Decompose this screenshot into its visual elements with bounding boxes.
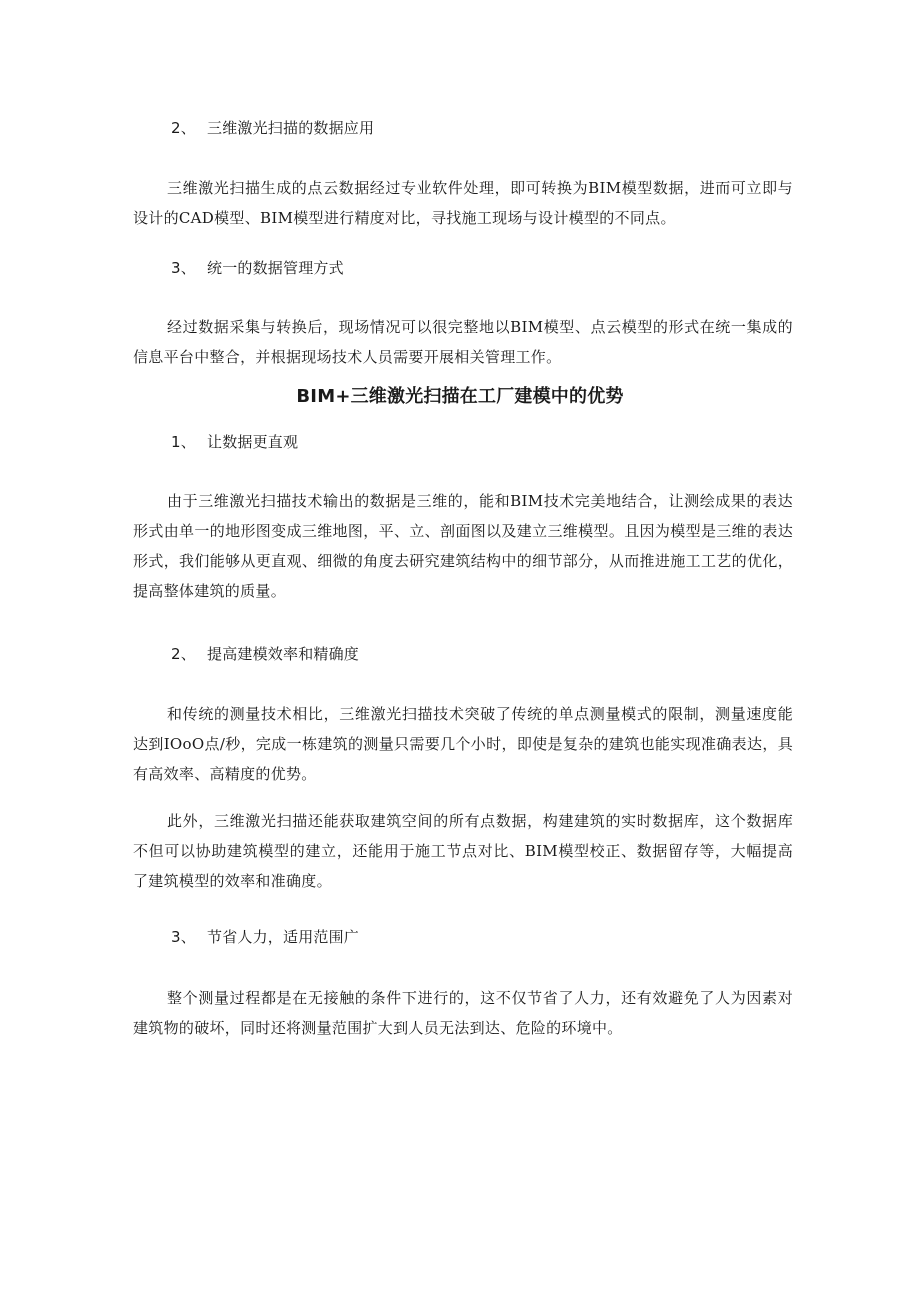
- heading-number: 3、: [171, 928, 196, 946]
- section-heading: [133, 432, 793, 452]
- heading-text: 三维激光扫描的数据应用: [207, 119, 375, 137]
- section-heading: [133, 258, 793, 278]
- heading-number: 3、: [171, 259, 196, 277]
- heading-text: 让数据更直观: [207, 433, 299, 451]
- heading-number: 2、: [171, 119, 196, 137]
- heading-text: 统一的数据管理方式: [207, 259, 344, 277]
- heading-number: 1、: [171, 433, 196, 451]
- section-heading: [133, 118, 793, 138]
- paragraph: 经过数据采集与转换后，现场情况可以很完整地以BIM模型、点云模型的形式在统一集成的信息平台中整合，并根据现场技术人员需要开展相关管理工作。: [133, 318, 793, 366]
- paragraph: 此外，三维激光扫描还能获取建筑空间的所有点数据，构建建筑的实时数据库，这个数据库不但可以协助建筑模型的建立，还能用于施工节点对比、BIM模型校正、数据留存等，大幅提高了建筑模型的效率和准确度。: [133, 812, 793, 890]
- heading-number: 2、: [171, 645, 196, 663]
- section-heading: [133, 927, 793, 947]
- section-heading: [133, 644, 793, 664]
- paragraph: 和传统的测量技术相比，三维激光扫描技术突破了传统的单点测量模式的限制，测量速度能达到IOoO点/秒，完成一栋建筑的测量只需要几个小时，即使是复杂的建筑也能实现准确表达，具有高效率、高精度的优势。: [133, 705, 793, 783]
- main-title: BIM+三维激光扫描在工厂建模中的优势: [296, 386, 624, 407]
- paragraph: 由于三维激光扫描技术输出的数据是三维的，能和BIM技术完美地结合，让测绘成果的表达形式由单一的地形图变成三维地图，平、立、剖面图以及建立三维模型。且因为模型是三维的表达形式，我们能够从更直观、细微的角度去研究建筑结构中的细节部分，从而推进施工工艺的优化，提高整体建筑的质量。: [133, 492, 793, 600]
- heading-text: 节省人力，适用范围广: [207, 928, 360, 946]
- heading-text: 提高建模效率和精确度: [207, 645, 360, 663]
- paragraph: 三维激光扫描生成的点云数据经过专业软件处理，即可转换为BIM模型数据，进而可立即与设计的CAD模型、BIM模型进行精度对比，寻找施工现场与设计模型的不同点。: [133, 179, 793, 227]
- paragraph: 整个测量过程都是在无接触的条件下进行的，这不仅节省了人力，还有效避免了人为因素对建筑物的破坏，同时还将测量范围扩大到人员无法到达、危险的环境中。: [133, 989, 793, 1037]
